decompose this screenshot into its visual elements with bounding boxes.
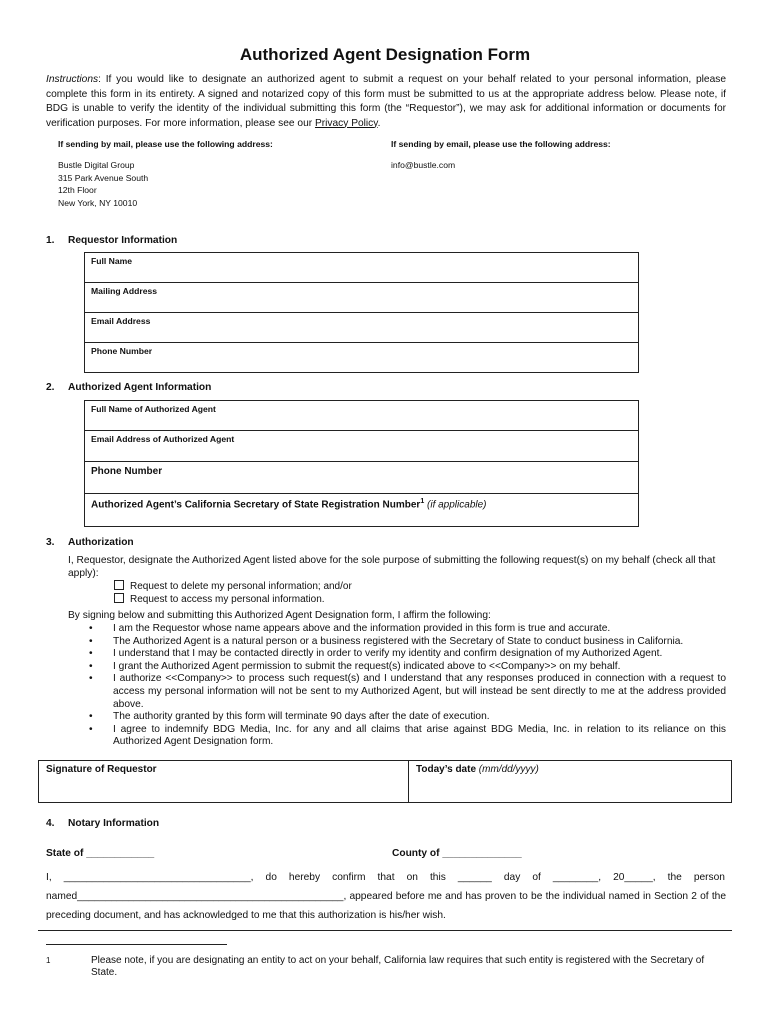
section-number: 3. [46,537,55,548]
mail-address-line: 12th Floor [58,185,97,196]
date-field[interactable] [409,761,731,802]
list-item: • I authorize <<Company>> to process such request(s) and I understand that any responses produced in connection with a request to access my personal information will not be sent to my Authorized Agent, but will instead be sent directly to me at the address provided above. [68,673,726,711]
notary-name-blank[interactable]: _________________________________, [63,872,254,883]
notary-word: on [406,872,418,883]
email-heading: If sending by email, please use the following address: [391,139,611,149]
list-item: • The authority granted by this form will terminate 90 days after the date of execution. [68,711,726,724]
footnote-separator [46,944,227,945]
access-request-option[interactable] [114,593,325,605]
agent-info-table [84,400,639,527]
section-title: Authorized Agent Information [68,382,212,393]
affirm-statement: By signing below and submitting this Authorized Agent Designation form, I affirm the following: [68,610,491,621]
list-item: • I grant the Authorized Agent permission to submit the request(s) indicated above to <<Company>> on my behalf. [68,661,726,674]
list-item: • I agree to indemnify BDG Media, Inc. for any and all claims that arise against BDG Media, Inc. in relation to its reliance on this Authorized Agent Designation form. [68,724,726,749]
email-address[interactable]: info@bustle.com [391,160,456,170]
list-item: • The Authorized Agent is a natural person or a business registered with the Secretary of State to conduct business in California. [68,636,726,649]
notary-word: day [503,872,521,883]
registration-label: Authorized Agent’s California Secretary of State Registration Number [91,499,421,511]
date-label-text: Today’s date [416,764,477,775]
mail-heading: If sending by mail, please use the following address: [58,139,273,149]
notary-word: that [377,872,395,883]
section-title: Authorization [68,537,134,548]
notary-word: hereby [288,872,321,883]
agent-phone-field[interactable] [85,462,638,494]
field-label: Email Address of Authorized Agent [91,434,235,444]
field-label [91,498,487,510]
instructions-lead: Instructions [46,74,99,85]
section-3-heading [46,537,134,548]
field-label: Email Address [91,316,151,326]
field-label: Full Name of Authorized Agent [91,404,216,414]
date-label [416,764,539,775]
field-label: Phone Number [91,466,163,477]
affirmation-list [68,623,726,749]
notary-line-3: preceding document, and has acknowledged to me that this authorization is his/her wish. [46,910,446,921]
mail-address-line: 315 Park Avenue South [58,172,149,183]
notary-line-2: named_______________________________________________, appeared before me and has proven to be the individual named in Section 2 of the [46,891,726,902]
instructions-end: . [377,117,381,129]
footnote-mark: 1 [46,956,51,965]
notary-year-blank[interactable]: 20_____, [613,872,656,883]
requestor-email-field[interactable] [85,313,638,343]
footnote-reference: 1 [420,498,425,505]
notary-word: this [429,872,446,883]
requestor-mailing-address-field[interactable] [85,283,638,313]
page-divider [38,930,732,931]
checkbox-label: Request to delete my personal information; and/or [130,581,352,592]
requestor-phone-field[interactable] [85,343,638,372]
instructions-text: : If you would like to designate an authorized agent to submit a request on your behalf related to your personal information, please complete this form in its entirety. A signed and notarized copy of this form must be submitted to us at the appropriate address below. Please note, if BDG is unable to verify the identity of the individual submitting this form (the “Requestor”), we may ask for additional information or documents for verification purposes. For more information, please see our [46,74,726,129]
notary-word: do [265,872,277,883]
notary-word: person [693,872,725,883]
section-number: 2. [46,382,55,393]
delete-request-option[interactable] [114,580,352,592]
mail-address-line: Bustle Digital Group [58,160,135,170]
authorization-intro: I, Requestor, designate the Authorized Agent listed above for the sole purpose of submitting the following request(s) on my behalf (check all that apply): [68,555,716,579]
section-4-heading [46,818,159,829]
field-label: Phone Number [91,346,153,356]
notary-word: confirm [332,872,366,883]
notary-month-blank[interactable]: ________, [552,872,602,883]
requestor-info-table [84,252,639,373]
registration-note: (if applicable) [427,499,487,511]
agent-registration-field[interactable] [85,494,638,526]
county-field[interactable]: County of ______________ [392,848,522,859]
requestor-full-name-field[interactable] [85,253,638,283]
signature-field[interactable] [39,761,409,802]
section-title: Notary Information [68,818,160,829]
access-checkbox[interactable] [114,593,124,603]
notary-word: of [532,872,541,883]
section-2-heading [46,382,211,393]
signature-label: Signature of Requestor [46,764,157,775]
footnote-text: Please note, if you are designating an entity to act on your behalf, California law requires that such entity is registered with the Secretary of State. [91,955,705,978]
checkbox-label: Request to access my personal information. [130,594,325,605]
section-1-heading [46,235,177,246]
mail-address [58,159,148,209]
section-number: 4. [46,818,55,829]
notary-word: I, [46,872,52,883]
privacy-policy-link[interactable]: Privacy Policy [314,117,378,129]
mail-address-line: New York, NY 10010 [58,197,138,208]
agent-full-name-field[interactable] [85,401,638,431]
delete-checkbox[interactable] [114,580,124,590]
list-item: • I understand that I may be contacted directly in order to verify my identity and confirm designation of my Authorized Agent. [68,648,726,661]
state-field[interactable]: State of ____________ [46,848,155,859]
instructions-paragraph [46,73,726,131]
signature-table [38,760,732,803]
section-title: Requestor Information [68,235,178,246]
field-label: Mailing Address [91,286,158,296]
page-title: Authorized Agent Designation Form [239,45,531,64]
agent-email-field[interactable] [85,431,638,462]
notary-line-1 [46,872,725,883]
section-number: 1. [46,235,55,246]
date-format: (mm/dd/yyyy) [478,764,539,775]
notary-word: the [667,872,682,883]
list-item: • I am the Requestor whose name appears above and the information provided in this form is true and accurate. [68,623,726,636]
field-label: Full Name [91,256,133,266]
notary-day-blank[interactable]: ______ [457,872,492,883]
